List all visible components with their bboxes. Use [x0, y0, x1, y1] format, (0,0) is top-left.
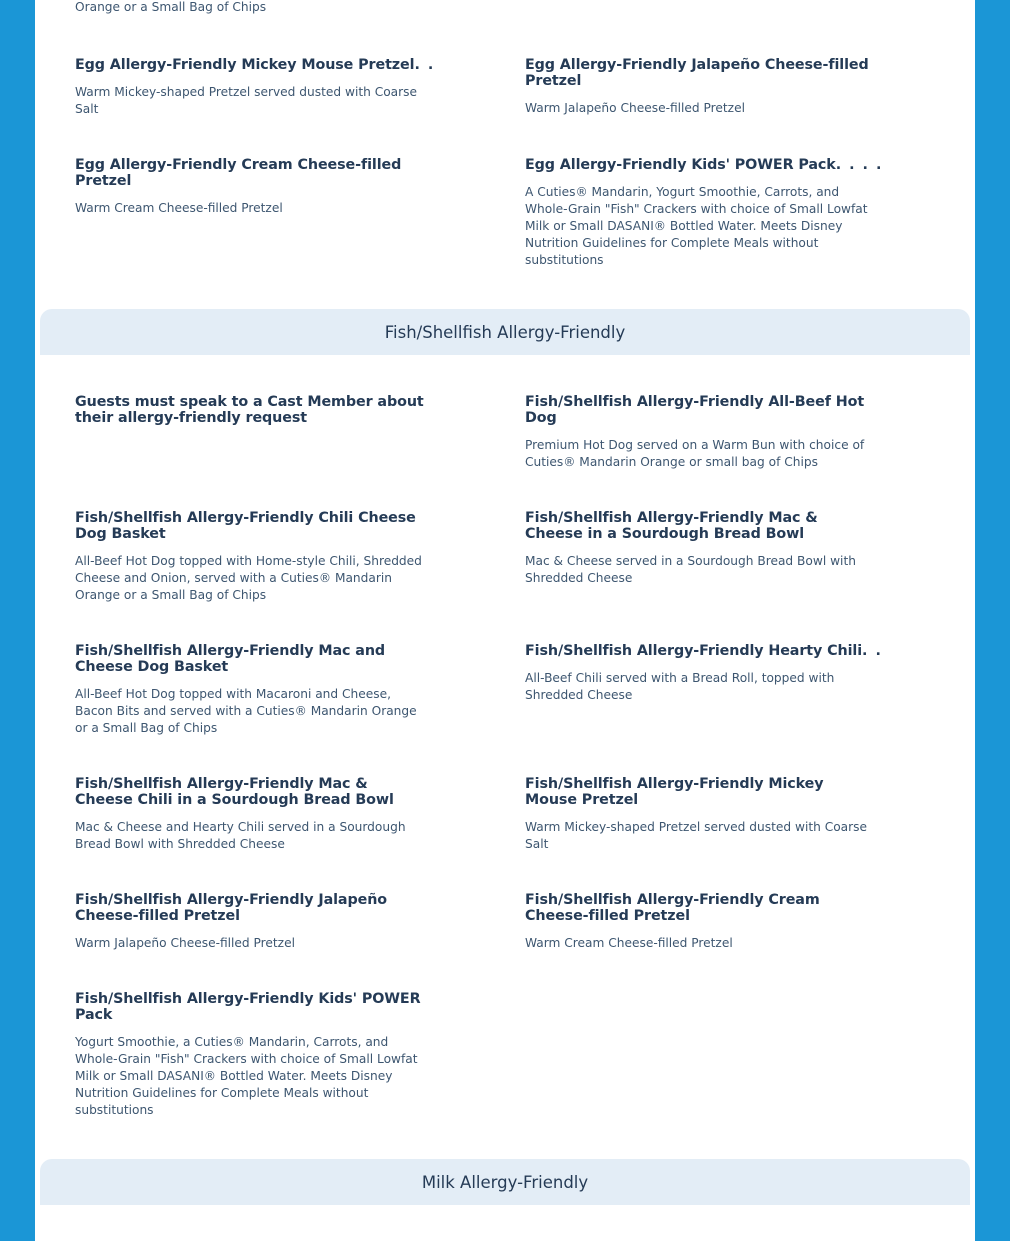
section-header-milk: Milk Allergy-Friendly — [40, 1159, 970, 1205]
menu-item-description: All-Beef Hot Dog topped with Home-style Chili, Shredded Cheese and Onion, served with a Cuties® Mandarin Orange or a Small Bag of Chips — [75, 554, 422, 602]
menu-item-title: Egg Allergy-Friendly Jalapeño Cheese-filled Pretzel — [525, 57, 869, 89]
menu-item — [525, 57, 875, 117]
menu-item — [525, 776, 875, 853]
menu-item-description: Orange or a Small Bag of Chips — [75, 0, 267, 14]
menu-item-description: Warm Jalapeño Cheese-filled Pretzel — [75, 936, 295, 950]
menu-item-description: A Cuties® Mandarin, Yogurt Smoothie, Carrots, and Whole-Grain "Fish" Crackers with choice of Small Lowfat Milk or Small DASANI® Bottled Water. Meets Disney Nutrition Guidelines for Complete Meals without substitutions — [525, 185, 868, 267]
leader-dots: .... — [835, 157, 890, 173]
menu-item-description: Yogurt Smoothie, a Cuties® Mandarin, Carrots, and Whole-Grain "Fish" Crackers with choice of Small Lowfat Milk or Small DASANI® Bottled Water. Meets Disney Nutrition Guidelines for Complete Meals without substitutions — [75, 1035, 418, 1117]
menu-item-description: Mac & Cheese and Hearty Chili served in a Sourdough Bread Bowl with Shredded Cheese — [75, 820, 406, 851]
menu-item-title: Egg Allergy-Friendly Kids' POWER Pack .... — [525, 157, 890, 173]
menu-item — [525, 892, 875, 952]
menu-item — [525, 643, 889, 704]
menu-item-notice — [75, 394, 425, 426]
menu-item-description: Warm Mickey-shaped Pretzel served dusted with Coarse Salt — [75, 85, 417, 116]
menu-item-description: Premium Hot Dog served on a Warm Bun with choice of Cuties® Mandarin Orange or small bag of Chips — [525, 438, 865, 469]
menu-item — [75, 643, 425, 737]
menu-item-title: Fish/Shellfish Allergy-Friendly Mac & Cheese in a Sourdough Bread Bowl — [525, 510, 818, 542]
menu-item-description: All-Beef Hot Dog topped with Macaroni and Cheese, Bacon Bits and served with a Cuties® Mandarin Orange or a Small Bag of Chips — [75, 687, 417, 735]
menu-item-description: Warm Cream Cheese-filled Pretzel — [75, 201, 283, 215]
menu-item-title: Fish/Shellfish Allergy-Friendly Cream Cheese-filled Pretzel — [525, 892, 820, 924]
menu-item — [75, 892, 425, 952]
menu-item-title: Fish/Shellfish Allergy-Friendly Mac & Cheese Chili in a Sourdough Bread Bowl — [75, 776, 394, 808]
menu-item-description: Mac & Cheese served in a Sourdough Bread Bowl with Shredded Cheese — [525, 554, 856, 585]
menu-item-description: All-Beef Chili served with a Bread Roll, topped with Shredded Cheese — [525, 671, 835, 702]
menu-item-description: Warm Jalapeño Cheese-filled Pretzel — [525, 101, 745, 115]
menu-item-title: Fish/Shellfish Allergy-Friendly All-Beef Hot Dog — [525, 394, 865, 426]
menu-item-title: Fish/Shellfish Allergy-Friendly Mac and Cheese Dog Basket — [75, 643, 386, 675]
menu-item — [75, 157, 425, 217]
menu-item — [75, 57, 442, 118]
menu-item — [75, 776, 425, 853]
menu-item-title: Fish/Shellfish Allergy-Friendly Chili Cheese Dog Basket — [75, 510, 416, 542]
menu-item — [525, 510, 875, 587]
leader-dots: .. — [862, 643, 889, 659]
menu-item-title: Egg Allergy-Friendly Cream Cheese-filled Pretzel — [75, 157, 402, 189]
menu-item — [75, 991, 425, 1119]
menu-item-fragment — [75, 0, 425, 16]
menu-item-title: Guests must speak to a Cast Member about their allergy-friendly request — [75, 394, 424, 426]
section-header-fish-shellfish: Fish/Shellfish Allergy-Friendly — [40, 309, 970, 355]
menu-item-title: Fish/Shellfish Allergy-Friendly Kids' POWER Pack — [75, 991, 421, 1023]
menu-item-title: Fish/Shellfish Allergy-Friendly Hearty Chili .. — [525, 643, 889, 659]
menu-item-description: Warm Mickey-shaped Pretzel served dusted with Coarse Salt — [525, 820, 867, 851]
menu-item-title: Egg Allergy-Friendly Mickey Mouse Pretzel .. — [75, 57, 442, 73]
menu-item — [75, 510, 425, 604]
menu-item — [525, 157, 890, 269]
menu-item-title: Fish/Shellfish Allergy-Friendly Jalapeño Cheese-filled Pretzel — [75, 892, 387, 924]
menu-item — [525, 394, 875, 471]
menu-item-title: Fish/Shellfish Allergy-Friendly Mickey Mouse Pretzel — [525, 776, 824, 808]
leader-dots: .. — [414, 57, 442, 73]
menu-item-description: Warm Cream Cheese-filled Pretzel — [525, 936, 733, 950]
